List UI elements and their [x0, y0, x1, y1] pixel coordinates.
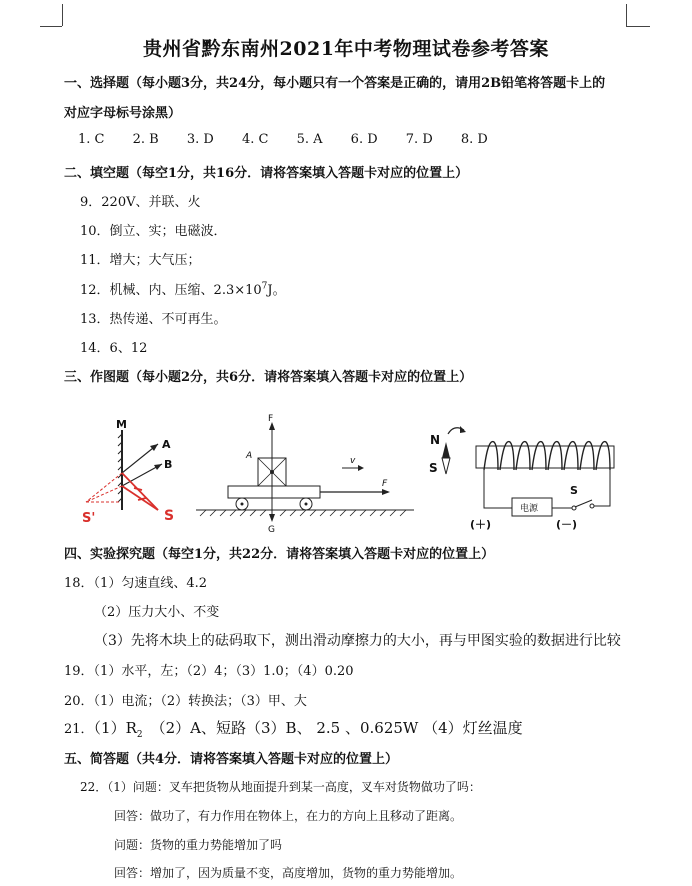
label-minus: (－) [556, 518, 578, 531]
cart-body [228, 486, 320, 498]
power-source-label: 电源 [520, 504, 539, 514]
label-N: N [430, 433, 441, 447]
label-G: G [268, 525, 275, 534]
crop-mark-top-left-horizontal [40, 26, 62, 27]
section-1-answers [78, 132, 488, 147]
label-F-right: F [382, 479, 388, 489]
virtual-rays [86, 473, 122, 502]
section-2-heading: 二、填空题（每空1分，共16分．请将答案填入答题卡对应的位置上） [64, 166, 469, 181]
answer-21 [64, 717, 523, 740]
answer-12 [80, 279, 286, 298]
figure-mirror-reflection [80, 418, 190, 528]
answer-1: 1. C [78, 132, 105, 147]
section-1-heading-line2: 对应字母标号涂黑） [64, 106, 182, 121]
label-S-needle: S [429, 461, 438, 475]
label-M: M [116, 418, 127, 431]
answer-8: 8. D [460, 132, 488, 147]
answer-11: 11．增大；大气压； [80, 253, 201, 268]
label-block-A: A [246, 451, 253, 461]
label-S: S [164, 508, 175, 524]
rotation-arrow-head [460, 426, 466, 433]
answer-6: 6. D [350, 132, 378, 147]
answer-19: 19．（1）水平，左；（2）4；（3）1.0；（4）0.20 [64, 664, 354, 679]
answer-9: 9．220V、并联、火 [80, 195, 201, 210]
answer-22-1: 22．（1）问题：叉车把货物从地面提升到某一高度，叉车对货物做功了吗： [80, 780, 481, 794]
answer-12-exponent: 7 [261, 281, 268, 292]
velocity-arrow-head [358, 465, 364, 471]
cart-wheel-right-hub [305, 503, 308, 506]
answer-5: 5. A [296, 132, 323, 147]
answer-10: 10．倒立、实；电磁波． [80, 224, 227, 239]
label-F-top: F [268, 414, 274, 424]
answer-7: 7. D [405, 132, 433, 147]
answer-21-part1: （1）R [93, 719, 137, 737]
answer-12-main: 12．机械、内、压缩、2.3×10 [80, 283, 262, 298]
answer-22-2: 回答：做功了，有力作用在物体上，在力的方向上且移动了距离。 [114, 809, 463, 823]
answer-4: 4. C [241, 132, 269, 147]
section-1-heading-line1: 一、选择题（每小题3分，共24分，每小题只有一个答案是正确的，请用2B铅笔将答题卡上的 [64, 76, 606, 91]
answer-18-2: （2）压力大小、不变 [94, 605, 220, 620]
compass-needle-south [442, 458, 450, 474]
label-v: v [350, 456, 356, 466]
answer-22-3: 问题：货物的重力势能增加了吗 [114, 838, 283, 852]
answer-21-subscript: 2 [136, 730, 143, 740]
answer-22-4: 回答：增加了，因为质量不变，高度增加，货物的重力势能增加。 [114, 866, 463, 880]
answer-12-tail: J。 [267, 283, 286, 298]
compass-needle-north [442, 442, 450, 458]
force-F-right-arrow [382, 489, 390, 495]
section-3-heading: 三、作图题（每小题2分，共6分．请将答案填入答题卡对应的位置上） [64, 370, 473, 385]
answer-18-1: 18．（1）匀速直线、4.2 [64, 576, 207, 591]
answer-18-3: （3）先将木块上的砝码取下，测出滑动摩擦力的大小，再与甲图实验的数据进行比较 [94, 633, 621, 649]
label-B: B [164, 458, 173, 471]
label-S-switch: S [570, 484, 578, 497]
label-A: A [162, 438, 171, 451]
crop-mark-top-left-vertical [62, 4, 63, 26]
answer-3: 3. D [186, 132, 214, 147]
ground-hatching [200, 510, 406, 516]
cart-wheel-left-hub [241, 503, 244, 506]
ray-B-arrow [154, 464, 162, 470]
section-4-heading: 四、实验探究题（每空1分，共22分．请将答案填入答题卡对应的位置上） [64, 547, 495, 562]
answer-14: 14．6、12 [80, 341, 148, 356]
answer-20: 20．（1）电流；（2）转换法；（3）甲、大 [64, 694, 307, 709]
page-title: 贵州省黔东南州2021年中考物理试卷参考答案 [143, 38, 549, 60]
switch-contact [590, 504, 594, 508]
section-5-heading: 五、简答题（共4分．请将答案填入答题卡对应的位置上） [64, 752, 399, 767]
label-plus: (＋) [470, 518, 492, 531]
figure-solenoid-circuit [424, 420, 624, 532]
answer-21-number: 21． [64, 722, 94, 737]
switch-lever [575, 500, 592, 507]
label-S-prime: S' [82, 511, 96, 526]
answer-2: 2. B [132, 132, 159, 147]
crop-mark-top-right-horizontal [626, 26, 650, 27]
answer-13: 13．热传递、不可再生。 [80, 312, 227, 327]
answer-21-rest: （2）A、短路（3）B、 2.5 、0.625W （4）灯丝温度 [150, 719, 523, 737]
crop-mark-top-right-vertical [626, 4, 627, 26]
figure-cart-forces [192, 412, 418, 534]
incident-rays [122, 473, 158, 510]
force-G-down-arrow [269, 514, 275, 522]
